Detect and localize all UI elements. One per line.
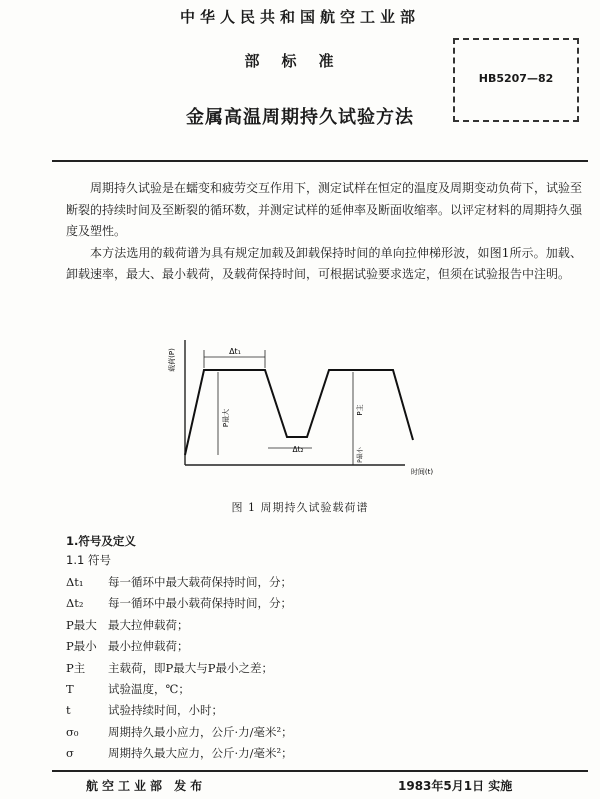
pmin-label: P最小 xyxy=(357,447,364,463)
dt1-label: Δt₁ xyxy=(229,347,241,356)
trapezoid-waveform xyxy=(185,370,413,455)
standard-type: 部标准 xyxy=(244,52,356,70)
document-title: 金属高温周期持久试验方法 xyxy=(186,107,414,128)
symbol-row: t 试验持续时间，小时； xyxy=(66,703,223,718)
symbol-list xyxy=(66,572,586,765)
dt2-label: Δt₂ xyxy=(292,445,304,454)
pmain-label: P主 xyxy=(356,404,364,416)
issuing-organization: 中华人民共和国航空工业部 xyxy=(179,8,420,26)
section-1-heading: 1.符号及定义 xyxy=(66,534,136,548)
symbol-row: σ 周期持久最大应力，公斤·力/毫米²； xyxy=(66,746,293,761)
intro-text xyxy=(66,178,582,286)
symbol-row: P主 主载荷，即P最大与P最小之差； xyxy=(66,660,273,675)
footer-effective-date: 1983年5月1日 实施 xyxy=(398,779,513,793)
symbol-row: Δt₁ 每一循环中最大载荷保持时间，分； xyxy=(66,575,292,589)
symbol-row: Δt₂ 每一循环中最小载荷保持时间，分； xyxy=(66,596,292,611)
intro-paragraph-1: 周期持久试验是在蠕变和疲劳交互作用下，测定试样在恒定的温度及周期变动负荷下，试验至断裂的持续时间及至断裂的循环数，并测定试样的延伸率及断面收缩率。以评定材料的周期持久强度及塑性。 xyxy=(66,181,583,238)
x-axis-label: 时间(t) xyxy=(410,468,434,476)
header-divider xyxy=(52,160,588,162)
pmax-label: P最大 xyxy=(222,408,230,428)
footer-divider xyxy=(52,770,588,772)
figure-caption: 图 1 周期持久试验载荷谱 xyxy=(231,501,369,514)
section-1-1-heading: 1.1 符号 xyxy=(66,553,111,567)
symbol-row: P最大 最大拉伸载荷； xyxy=(66,617,189,632)
symbol-row: T 试验温度，℃； xyxy=(66,681,190,696)
standard-code: HB5207—82 xyxy=(478,72,554,85)
intro-paragraph-2: 本方法选用的载荷谱为具有规定加载及卸载保持时间的单向拉伸梯形波，如图1所示。加载、卸载速率，最大、最小载荷，及载荷保持时间，可根据试验要求选定，但须在试验报告中注明。 xyxy=(66,245,582,281)
footer-issuer: 航空工业部 发布 xyxy=(86,779,207,793)
symbol-row: σ₀ 周期持久最小应力，公斤·力/毫米²； xyxy=(66,724,293,739)
symbol-row: P最小 最小拉伸载荷； xyxy=(66,639,189,654)
load-spectrum-figure xyxy=(160,330,460,480)
y-axis-label: 载荷(P) xyxy=(168,348,176,372)
